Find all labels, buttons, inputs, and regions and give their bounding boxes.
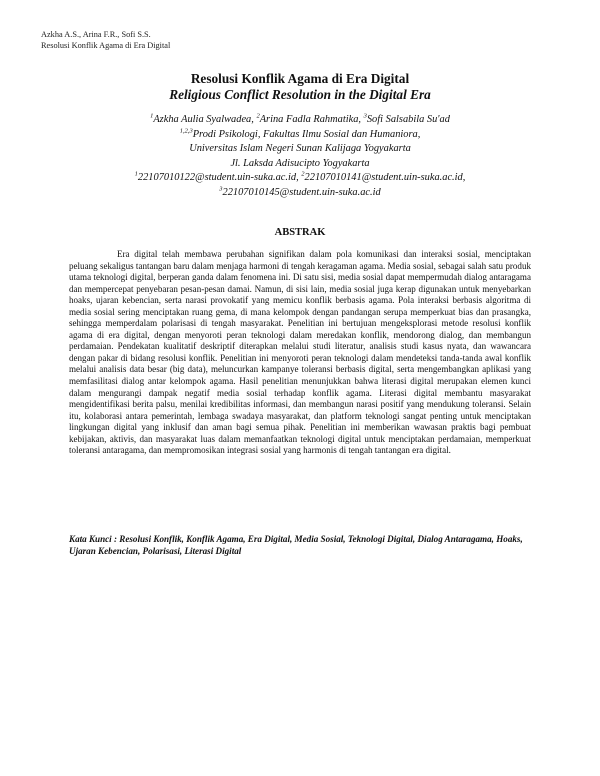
author-1: Azkha Aulia Syalwadea, [153, 114, 257, 125]
keywords: Kata Kunci : Resolusi Konflik, Konflik Agama, Era Digital, Media Sosial, Teknologi Digital, Dialog Antaragama, Hoaks, Ujaran Kebencian, Polarisasi, Literasi Digital [69, 534, 523, 556]
running-head-title: Resolusi Konflik Agama di Era Digital [41, 40, 171, 50]
author-1-marker: 1 [150, 112, 154, 120]
author-emails-line-2 [40, 186, 560, 201]
email-3-marker: 3 [219, 185, 223, 193]
running-head-authors: Azkha A.S., Arina F.R., Sofi S.S. [41, 30, 151, 39]
affiliation-university: Universitas Islam Negeri Sunan Kalijaga Yogyakarta [189, 143, 411, 154]
email-3: 22107010145@student.uin-suka.ac.id [222, 186, 381, 198]
author-3-marker: 3 [363, 112, 367, 120]
email-2: 22107010141@student.uin-suka.ac.id, [304, 172, 466, 183]
paper-title-english: Religious Conflict Resolution in the Digital Era [169, 87, 431, 102]
email-2-marker: 2 [301, 170, 305, 178]
affiliation-marker: 1,2,3 [179, 127, 193, 135]
author-3: Sofi Salsabila Su'ad [366, 114, 450, 125]
title-block [60, 71, 540, 103]
affiliation-program: Prodi Psikologi, Fakultas Ilmu Sosial dan Humaniora, [192, 128, 421, 140]
author-2-marker: 2 [256, 112, 260, 120]
author-emails-line-1 [40, 171, 560, 186]
author-2: Arina Fadla Rahmatika, [259, 114, 364, 125]
abstract-body: Era digital telah membawa perubahan signifikan dalam pola komunikasi dan interaksi sosial, menciptakan peluang sekaligus tantangan baru dalam menjaga harmoni di tengah keragaman agama. Media sosial, sebagai salah satu produk utama teknologi digital, berperan ganda dalam fenomena ini. Di satu sisi, media sosial dapat mempermudah dialog antaragama dan mempercepat penyebaran pesan-pesan damai. Namun, di sisi lain, media sosial juga kerap digunakan untuk menyebarkan hoaks, ujaran kebencian, serta narasi provokatif yang memicu konflik berbasis agama. Pola interaksi berbasis algoritma di media sosial sering menciptakan ruang gema, di mana kelompok dengan pandangan serupa memperkuat bias dan prasangka, sehingga memperdalam polarisasi di tengah masyarakat. Penelitian ini bertujuan mengeksplorasi metode resolusi konflik agama di era digital, dengan menyoroti peran teknologi dalam meredakan konflik, mendorong dialog, dan membangun perdamaian. Pendekatan kualitatif deskriptif diterapkan melalui studi literatur, analisis studi kasus nyata, dan wawancara dengan pakar di bidang resolusi konflik. Penelitian ini menyoroti peran teknologi dalam mendeteksi tanda-tanda awal konflik melalui analisis data besar (big data), meluncurkan kampanye toleransi berbasis digital, serta mengembangkan aplikasi yang memfasilitasi dialog antar kelompok agama. Hasil penelitian menunjukkan bahwa literasi digital merupakan elemen kunci dalam mengurangi dampak negatif media sosial terhadap konflik agama. Literasi digital membantu masyarakat mengidentifikasi berita palsu, menilai kredibilitas informasi, dan membangun narasi positif yang mendukung toleransi. Selain itu, kolaborasi antara pemerintah, lembaga swadaya masyarakat, dan platform teknologi sangat penting untuk menciptakan lingkungan digital yang inklusif dan aman bagi semua pihak. Penelitian ini memberikan wawasan praktis bagi pembuat kebijakan, aktivis, dan masyarakat luas dalam memanfaatkan teknologi digital untuk menciptakan perdamaian, memperkuat toleransi antaragama, dan mempromosikan integrasi sosial yang harmonis di tengah tantangan era digital. [69, 249, 531, 456]
paper-title: Resolusi Konflik Agama di Era Digital [190, 71, 410, 86]
affiliation-address: Jl. Laksda Adisucipto Yogyakarta [230, 157, 370, 169]
abstract-heading: ABSTRAK [274, 227, 326, 238]
author-block [40, 113, 560, 200]
affiliation-line-1 [40, 128, 560, 143]
email-1-marker: 1 [134, 170, 138, 178]
email-1: 22107010122@student.uin-suka.ac.id, [137, 172, 302, 183]
author-names [40, 113, 560, 128]
running-head [41, 30, 170, 51]
